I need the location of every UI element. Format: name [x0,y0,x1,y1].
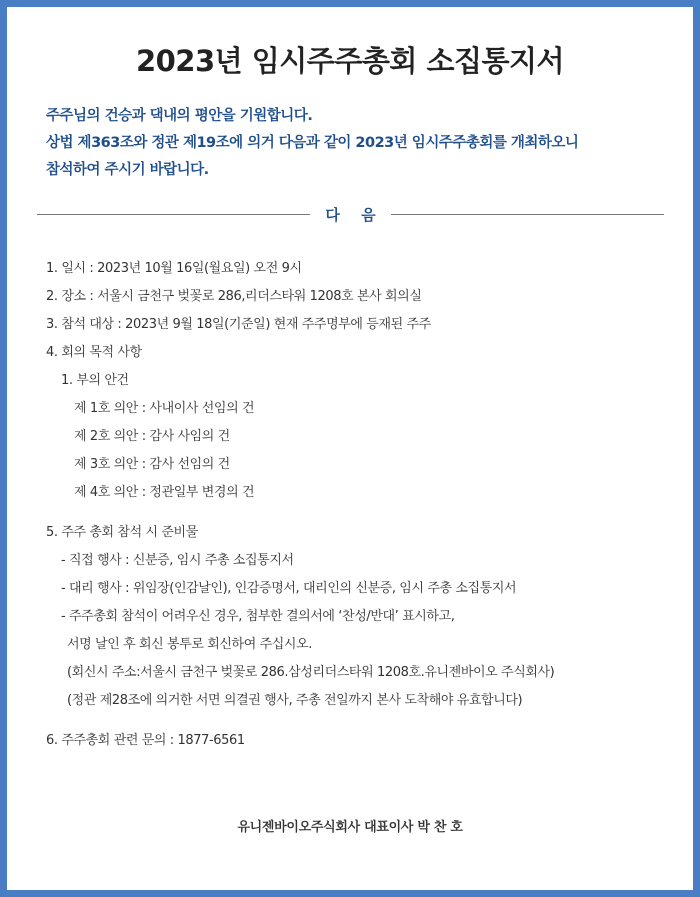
preparation-continuation: (회신시 주소:서울시 금천구 벚꽃로 286.삼성리더스타워 1208호.유니젠바이오 주식회사) [67,665,555,680]
greeting-line: 주주님의 건승과 댁내의 평안을 기원합니다. [46,108,313,124]
greeting-line: 상법 제363조와 정관 제19조에 의거 다음과 같이 2023년 임시주주총회를 개최하오니 [46,135,579,151]
item-date: 1. 일시 : 2023년 10월 16일(월요일) 오전 9시 [46,261,302,276]
page-title: 2023년 임시주주총회 소집통지서 [135,44,565,78]
divider-line-left [37,214,310,215]
item-eligibility: 3. 참석 대상 : 2023년 9월 18일(기준일) 현재 주주명부에 등재된 주주 [46,317,431,332]
preparation-item: - 주주총회 참석이 어려우신 경우, 첨부한 결의서에 ‘찬성/반대’ 표시하고, [61,609,455,624]
spacer [46,507,686,519]
notice-items [46,255,686,755]
preparation-continuation: (정관 제28조에 의거한 서면 의결권 행사, 주총 전일까지 본사 도착해야 유효합니다) [67,693,523,708]
spacer [46,715,686,727]
agenda-item: 제 2호 의안 : 감사 사임의 건 [74,429,230,444]
item-purpose-heading: 4. 회의 목적 사항 [46,345,142,360]
divider-line-right [391,214,664,215]
signature-line: 유니젠바이오주식회사 대표이사 박 찬 호 [237,820,463,835]
divider-label: 다 음 [325,206,384,224]
greeting-paragraph [46,103,686,184]
notice-document [7,7,693,890]
preparation-item: - 대리 행사 : 위임장(인감날인), 인감증명서, 대리인의 신분증, 임시 주총 소집통지서 [61,581,517,596]
preparation-continuation: 서명 날인 후 회신 봉투로 회신하여 주십시오. [67,637,312,652]
item-place: 2. 장소 : 서울시 금천구 벚꽃로 286,리더스타워 1208호 본사 회의실 [46,289,422,304]
preparation-item: - 직접 행사 : 신분증, 임시 주총 소집통지서 [61,553,294,568]
greeting-line: 참석하여 주시기 바랍니다. [46,162,209,178]
agenda-item: 제 3호 의안 : 감사 선임의 건 [74,457,230,472]
agenda-item: 제 4호 의안 : 정관일부 변경의 건 [74,485,255,500]
section-divider [37,203,664,227]
item-agenda-heading: 1. 부의 안건 [61,373,129,388]
item-preparation-heading: 5. 주주 총회 참석 시 준비물 [46,525,198,540]
item-inquiry: 6. 주주총회 관련 문의 : 1877-6561 [46,733,245,748]
agenda-item: 제 1호 의안 : 사내이사 선임의 건 [74,401,255,416]
